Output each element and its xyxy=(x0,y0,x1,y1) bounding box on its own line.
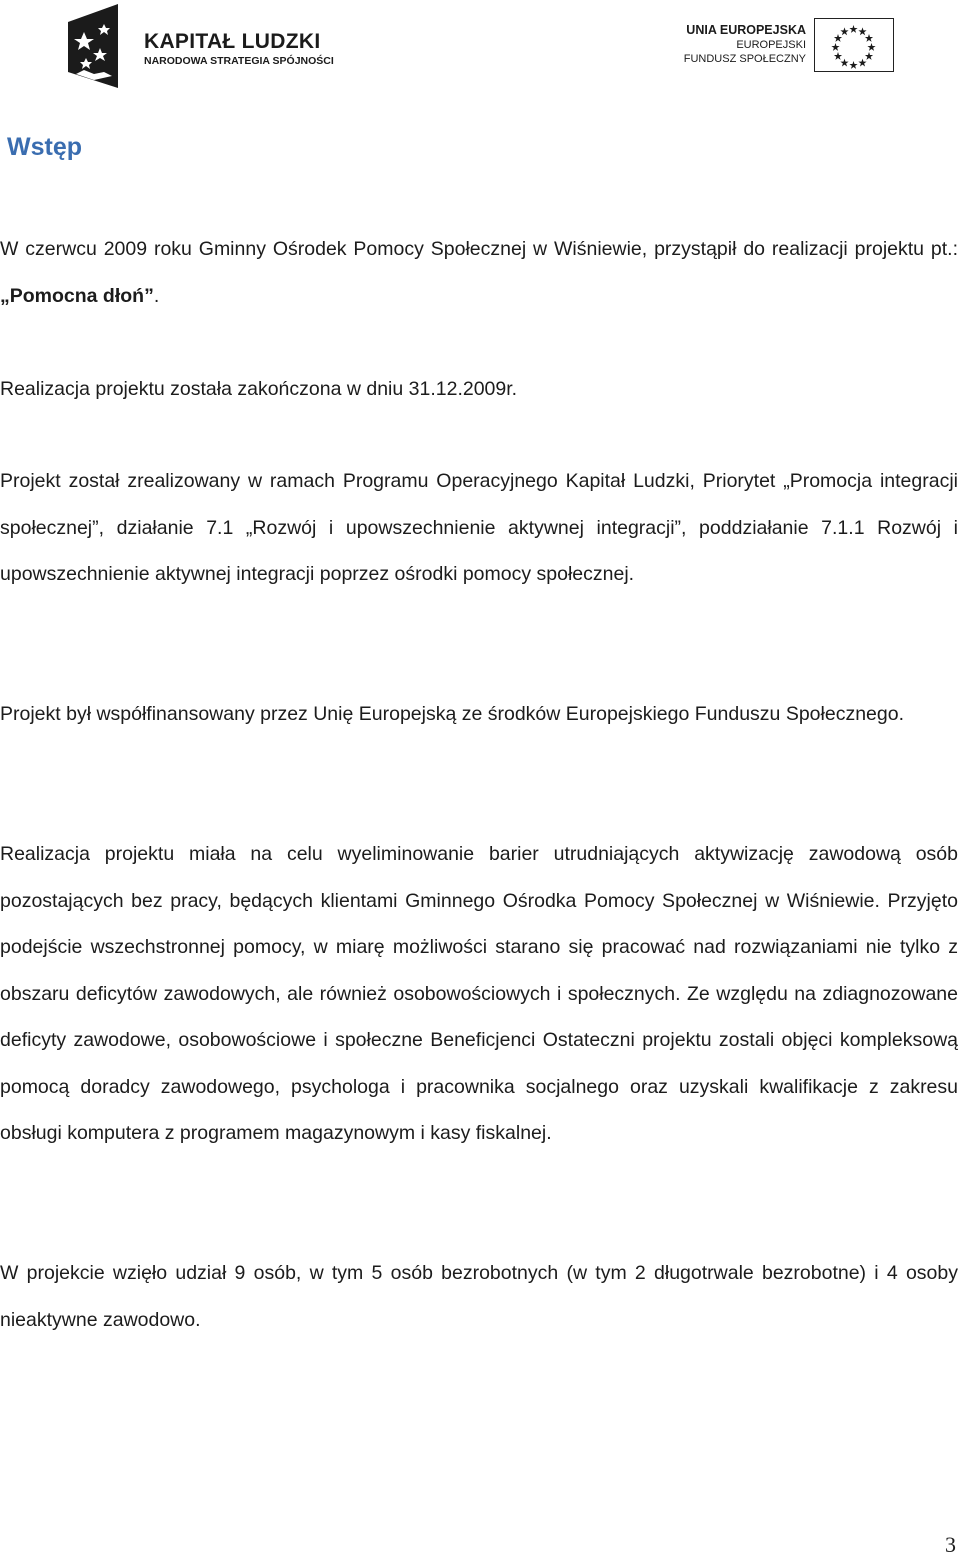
kapital-ludzki-subtitle: NARODOWA STRATEGIA SPÓJNOŚCI xyxy=(144,55,334,67)
eu-logo-line1: UNIA EUROPEJSKA xyxy=(686,23,806,37)
page-number: 3 xyxy=(945,1532,956,1557)
eu-logo-line2: EUROPEJSKI xyxy=(736,39,806,51)
eu-flag-stars-icon xyxy=(815,19,892,70)
project-title: „Pomocna dłoń” xyxy=(0,284,154,307)
eu-logo xyxy=(664,18,900,76)
paragraph-goals: Realizacja projektu miała na celu wyeliminowanie barier utrudniających aktywizację zawodową osób pozostających bez pracy, będących klientami Gminnego Ośrodka Pomocy Społecznej w Wiśniewie. Przyjęto podejście wszechstronnej pomocy, w miarę możliwości starano się pracować nad rozwiązaniami nie tylko z obszaru deficytów zawodowych, ale również osobowościowych i społecznych. Ze względu na zdiagnozowane deficyty zawodowe, osobowościowe i społeczne Beneficjenci Ostateczni projektu zostali objęci kompleksową pomocą doradcy zawodowego, psychologa i pracownika socjalnego oraz uzyskali kwalifikacje z zakresu obsługi komputera z programem magazynowym i kasy fiskalnej. xyxy=(0,843,958,1144)
paragraph-text: W czerwcu 2009 roku Gminny Ośrodek Pomocy Społecznej w Wiśniewie, przystąpił do realizacji projektu pt.: xyxy=(0,238,958,260)
eu-logo-line3: FUNDUSZ SPOŁECZNY xyxy=(683,53,806,65)
paragraph-cofinancing: Projekt był współfinansowany przez Unię Europejską ze środków Europejskiego Funduszu Społecznego. xyxy=(0,703,904,725)
paragraph-end: . xyxy=(153,284,160,307)
section-heading: Wstęp xyxy=(7,133,82,161)
kapital-ludzki-logo xyxy=(64,2,354,90)
eu-flag-frame xyxy=(814,18,894,72)
eu-logo-text xyxy=(684,22,806,66)
paragraph-participants: W projekcie wzięło udział 9 osób, w tym 5 osób bezrobotnych (w tym 2 długotrwale bezrobotne) i 4 osoby nieaktywne zawodowo. xyxy=(0,1262,958,1331)
paragraph-program: Projekt został zrealizowany w ramach Programu Operacyjnego Kapitał Ludzki, Priorytet „Promocja integracji społecznej”, działanie 7.1 „Rozwój i upowszechnienie aktywnej integracji”, poddziałanie 7.1.1 Rozwój i upowszechnienie aktywnej integracji poprzez ośrodki pomocy społecznej. xyxy=(0,470,958,585)
paragraph-project-start xyxy=(0,226,958,319)
kapital-ludzki-emblem-icon xyxy=(64,2,138,90)
page-header xyxy=(0,0,960,92)
paragraph-project-end: Realizacja projektu została zakończona w dniu 31.12.2009r. xyxy=(0,378,518,400)
kapital-ludzki-title: KAPITAŁ LUDZKI xyxy=(144,30,321,53)
